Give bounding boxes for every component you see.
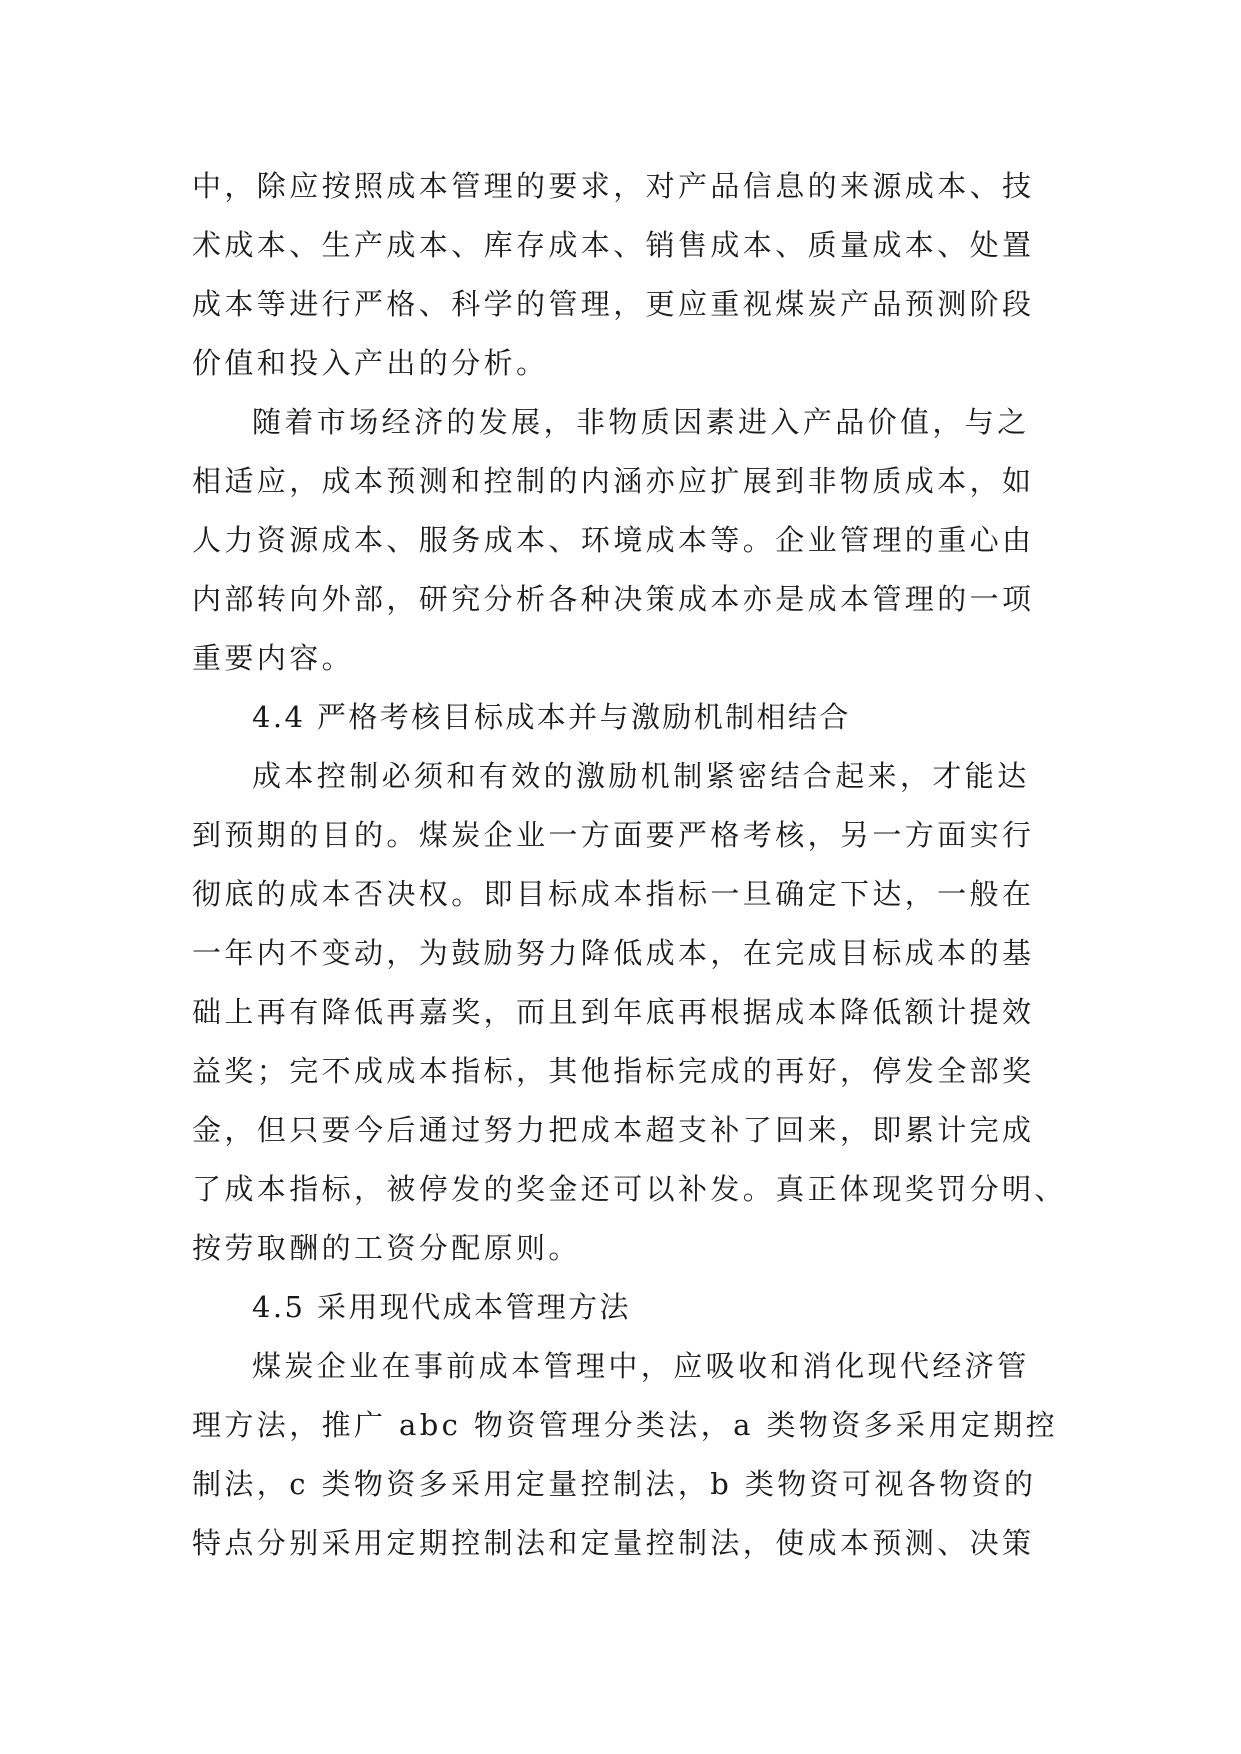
text-line: 内部转向外部，研究分析各种决策成本亦是成本管理的一项 [192,582,1035,616]
paragraph-first-line: 随着市场经济的发展，非物质因素进入产品价值，与之 [252,405,1030,439]
text-line: 彻底的成本否决权。即目标成本指标一旦确定下达，一般在 [192,877,1035,911]
text-line: 益奖；完不成成本指标，其他指标完成的再好，停发全部奖 [192,1054,1035,1088]
paragraph-first-line: 成本控制必须和有效的激励机制紧密结合起来，才能达 [252,759,1030,793]
text-line: 价值和投入产出的分析。 [192,346,549,380]
text-line: 制法，c 类物资多采用定量控制法，b 类物资可视各物资的 [192,1467,1037,1501]
text-line: 础上再有降低再嘉奖，而且到年底再根据成本降低额计提效 [192,995,1035,1029]
text-line: 到预期的目的。煤炭企业一方面要严格考核，另一方面实行 [192,818,1035,852]
text-line: 了成本指标，被停发的奖金还可以补发。真正体现奖罚分明、 [192,1172,1067,1206]
text-line: 相适应，成本预测和控制的内涵亦应扩展到非物质成本，如 [192,464,1035,498]
text-line: 成本等进行严格、科学的管理，更应重视煤炭产品预测阶段 [192,287,1035,321]
text-line: 人力资源成本、服务成本、环境成本等。企业管理的重心由 [192,523,1035,557]
paragraph-first-line: 煤炭企业在事前成本管理中，应吸收和消化现代经济管 [252,1349,1030,1383]
text-line: 一年内不变动，为鼓励努力降低成本，在完成目标成本的基 [192,936,1035,970]
text-line: 重要内容。 [192,641,355,675]
text-line: 理方法，推广 abc 物资管理分类法，a 类物资多采用定期控 [192,1408,1059,1442]
text-line: 术成本、生产成本、库存成本、销售成本、质量成本、处置 [192,228,1035,262]
text-line: 中，除应按照成本管理的要求，对产品信息的来源成本、技 [192,169,1035,203]
section-heading-4-4: 4.4 严格考核目标成本并与激励机制相结合 [252,700,851,734]
text-line: 按劳取酬的工资分配原则。 [192,1231,581,1265]
section-heading-4-5: 4.5 采用现代成本管理方法 [252,1290,631,1324]
text-line: 金，但只要今后通过努力把成本超支补了回来，即累计完成 [192,1113,1035,1147]
text-line: 特点分别采用定期控制法和定量控制法，使成本预测、决策 [192,1526,1035,1560]
document-body [192,157,1067,1573]
